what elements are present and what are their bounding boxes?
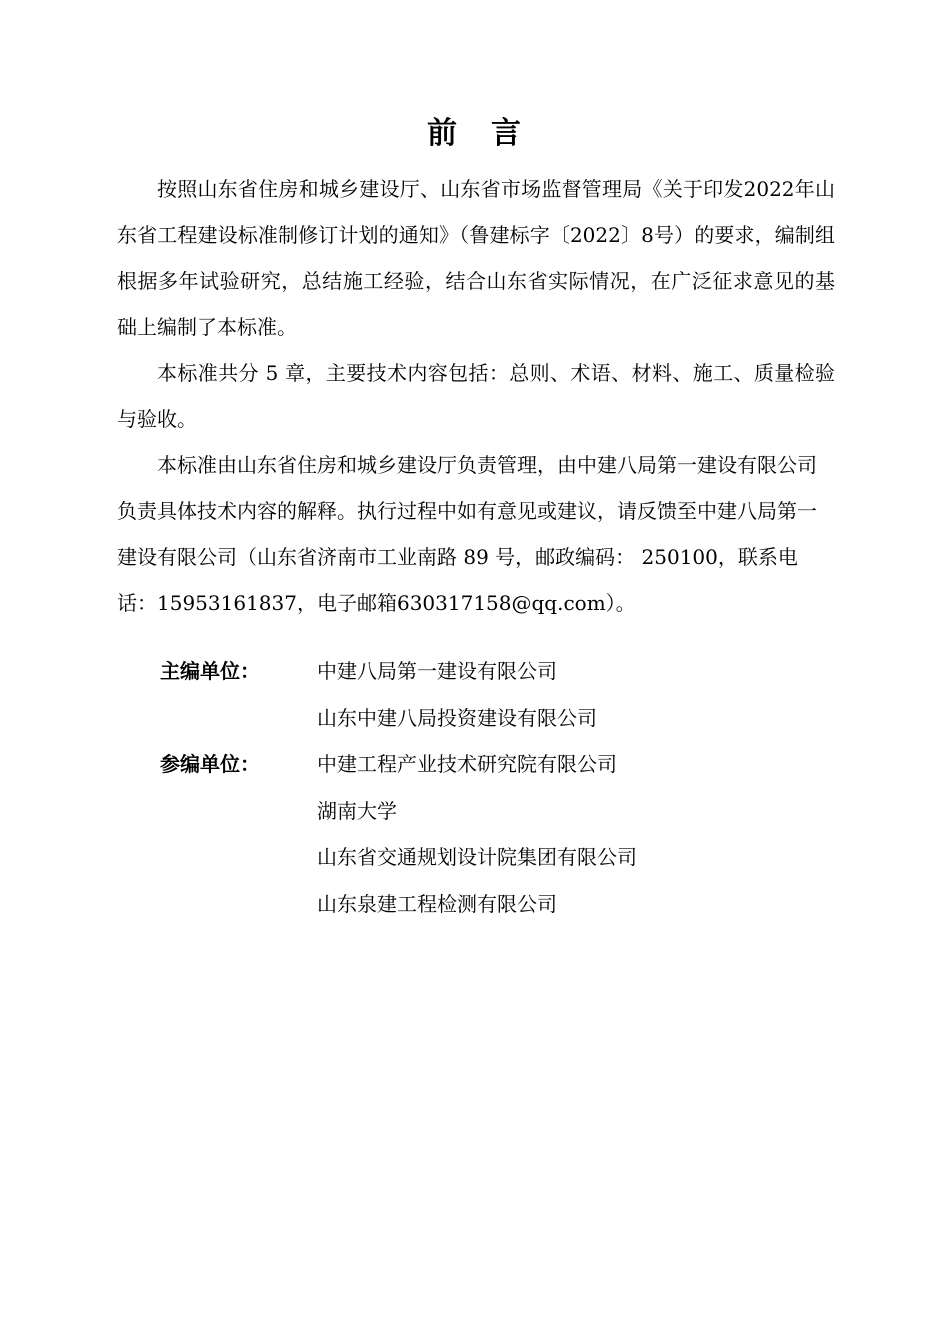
unit-label-spacer	[160, 834, 317, 881]
units-section	[160, 648, 860, 927]
page-title: 前 言	[427, 116, 523, 151]
participating-unit-row	[160, 741, 860, 788]
unit-label-spacer	[160, 788, 317, 835]
unit-label-spacer	[160, 695, 317, 742]
unit-label-spacer	[160, 881, 317, 928]
participating-units-label: 参编单位：	[160, 752, 260, 776]
participating-unit-row	[160, 881, 860, 928]
paragraph-contents: 本标准共分 5 章，主要技术内容包括：总则、术语、材料、施工、质量检验与验收。	[117, 361, 835, 431]
chief-unit-name: 中建八局第一建设有限公司	[317, 659, 557, 683]
paragraph-management: 本标准由山东省住房和城乡建设厅负责管理，由中建八局第一建设有限公司负责具体技术内容的解释。执行过程中如有意见或建议，请反馈至中建八局第一建设有限公司（山东省济南市工业南路 89 号，邮政编码： 250100，联系电话：15953161837，电子邮箱630317158@qq.com）。	[117, 453, 817, 615]
paragraph-basis: 按照山东省住房和城乡建设厅、山东省市场监督管理局《关于印发2022年山东省工程建设标准制修订计划的通知》（鲁建标字〔2022〕8号）的要求，编制组根据多年试验研究，总结施工经验，结合山东省实际情况，在广泛征求意见的基础上编制了本标准。	[117, 177, 835, 339]
participating-unit-row	[160, 834, 860, 881]
participating-unit-name: 湖南大学	[317, 798, 397, 823]
chief-units-label: 主编单位：	[160, 659, 260, 683]
chief-unit-row	[160, 695, 860, 742]
chief-unit-row	[160, 648, 860, 695]
participating-unit-name: 中建工程产业技术研究院有限公司	[317, 752, 617, 776]
participating-unit-name: 山东泉建工程检测有限公司	[317, 891, 557, 916]
foreword-body	[117, 166, 835, 626]
participating-unit-row	[160, 788, 860, 835]
participating-unit-name: 山东省交通规划设计院集团有限公司	[317, 845, 637, 869]
chief-unit-name: 山东中建八局投资建设有限公司	[317, 705, 597, 730]
